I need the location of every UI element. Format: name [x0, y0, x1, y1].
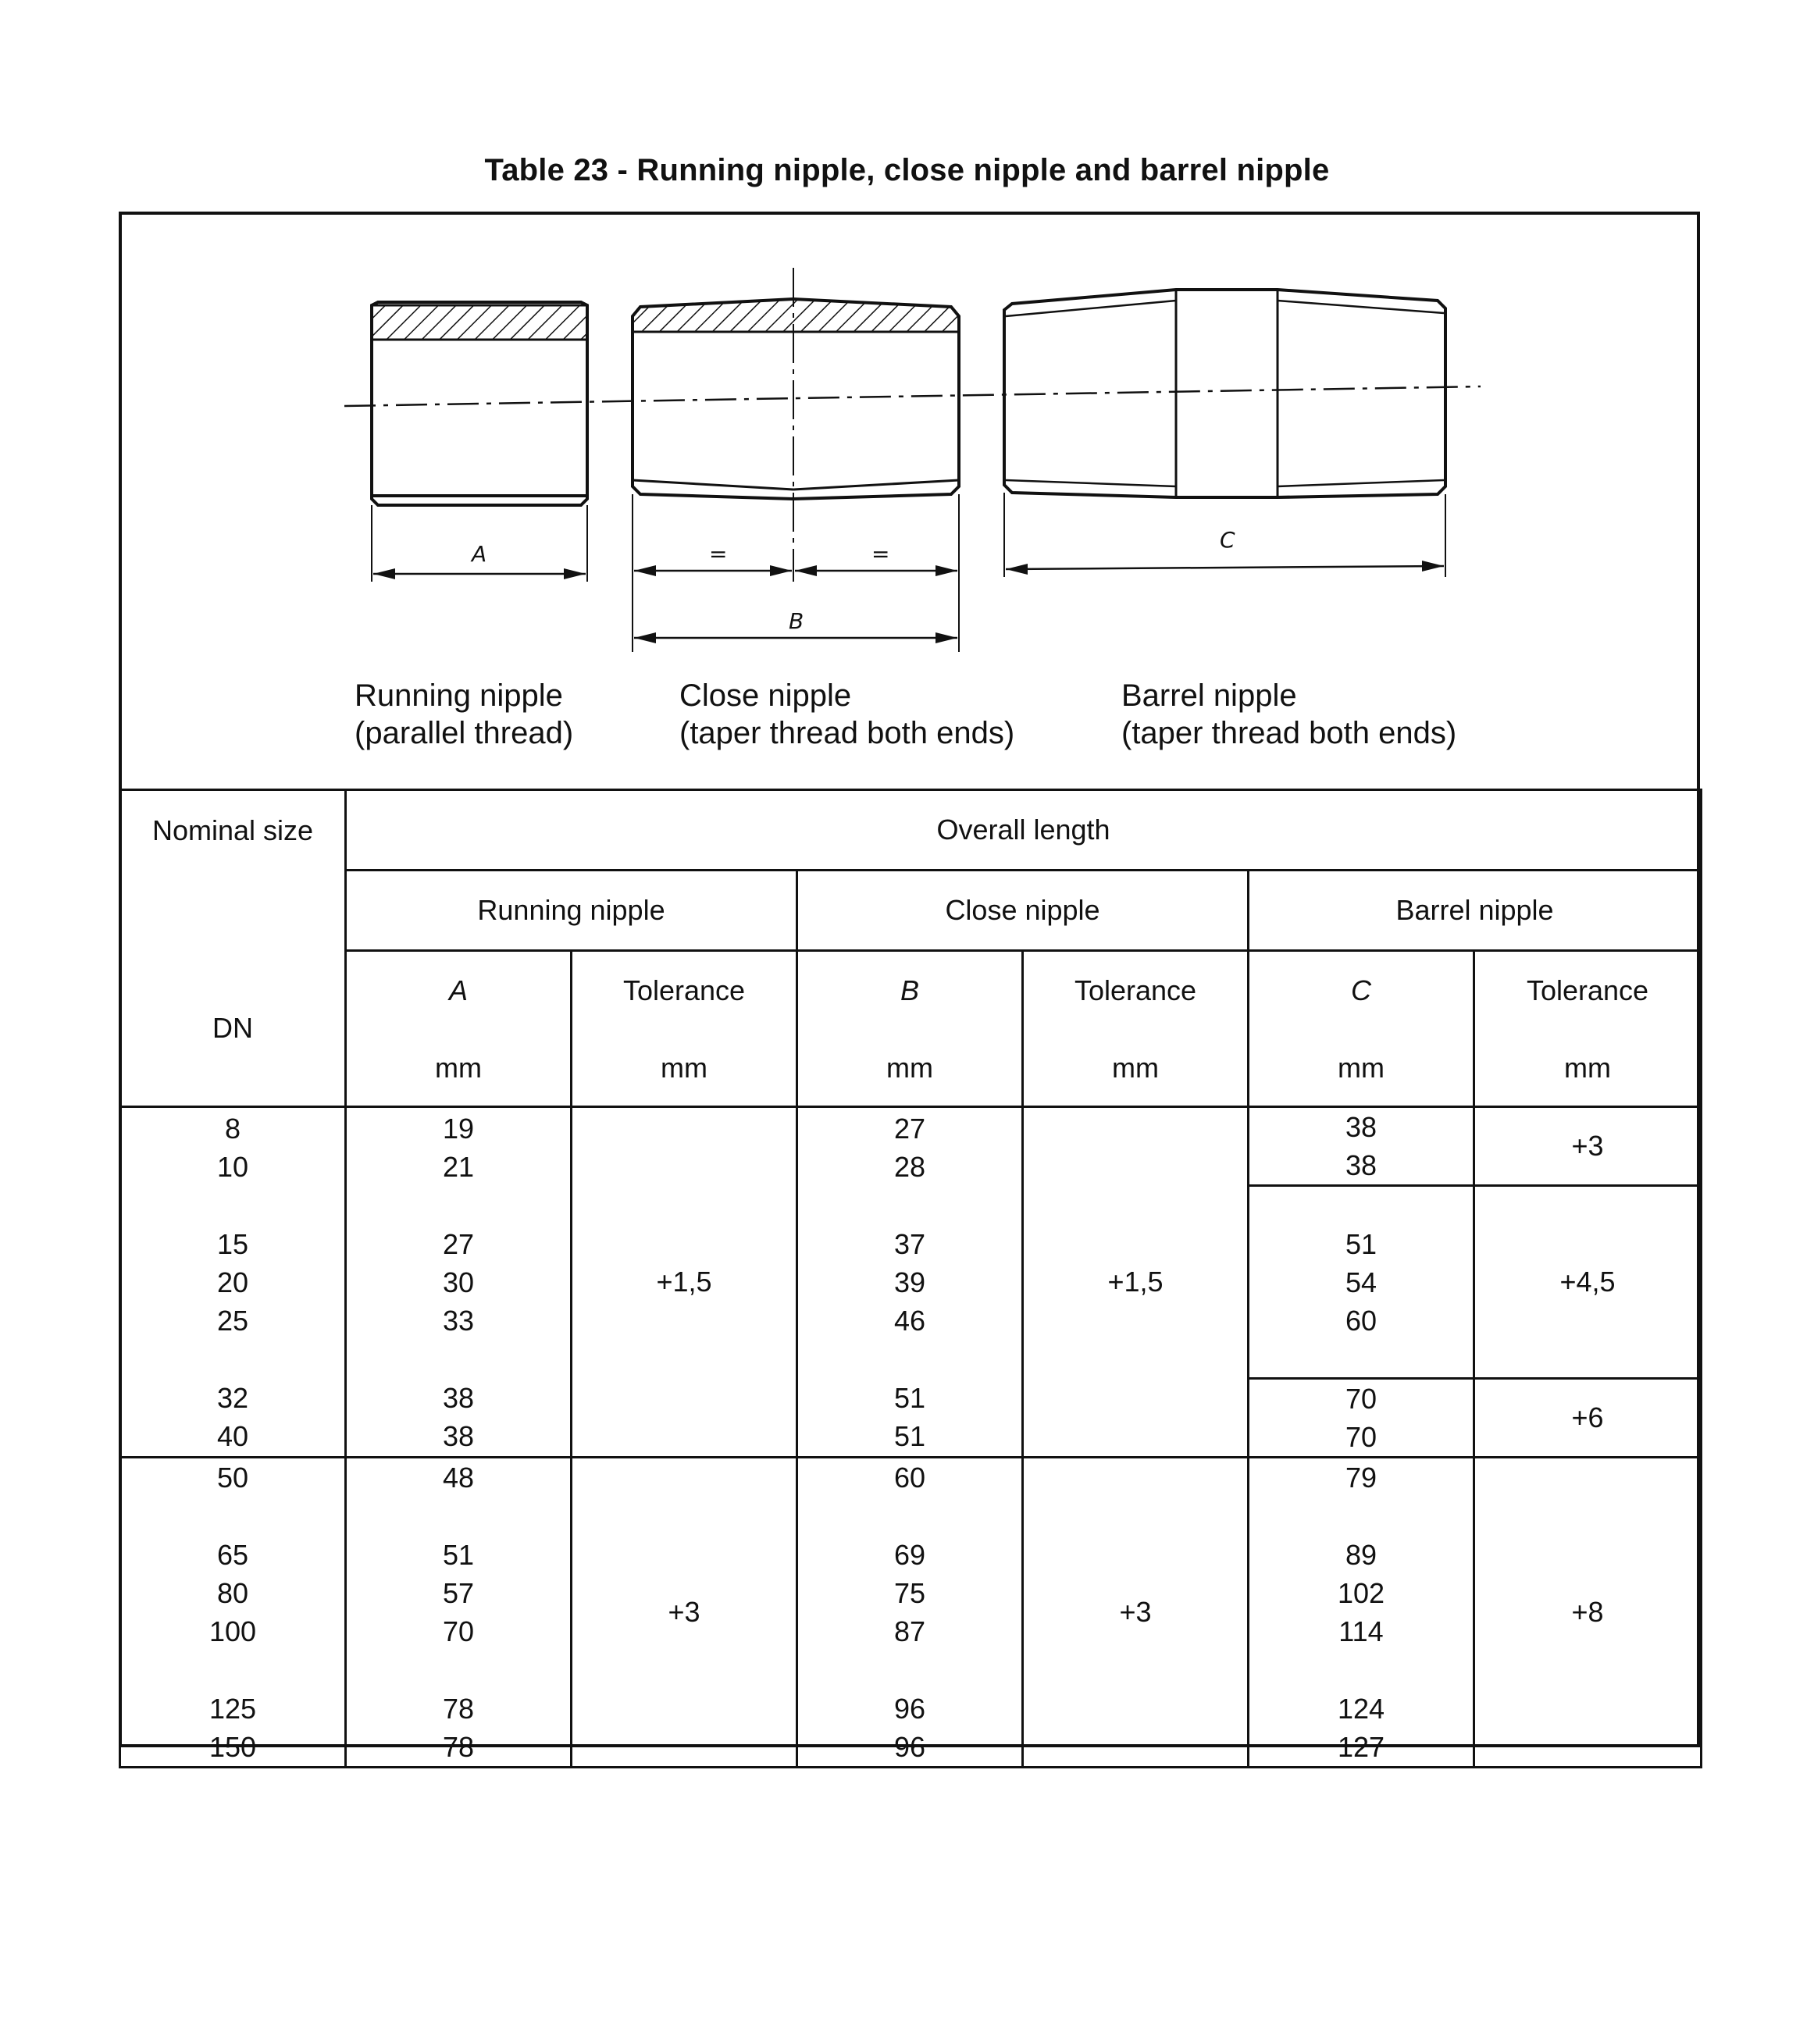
col-tol-b-label: Tolerance [1074, 974, 1197, 1006]
dn-value: 125 [208, 1693, 257, 1725]
a-value: 78 [442, 1693, 475, 1725]
a-value: 57 [442, 1577, 475, 1609]
b-value: 75 [893, 1577, 926, 1609]
caption-barrel-nipple [1121, 677, 1456, 752]
table-frame [119, 212, 1700, 1763]
b-value: 96 [893, 1731, 926, 1763]
dn-value: 32 [216, 1381, 249, 1414]
dn-value: 10 [216, 1150, 249, 1183]
a-value: 30 [442, 1266, 475, 1298]
b-value: 87 [893, 1615, 926, 1647]
col-header-tol-c [1474, 951, 1702, 1107]
caption-close-name: Close nipple [679, 678, 852, 713]
a-block-2 [346, 1458, 572, 1768]
a-value: 27 [442, 1227, 475, 1260]
page-title: Table 23 - Running nipple, close nipple and barrel nipple [484, 153, 1330, 187]
dn-header: DN [120, 951, 346, 1107]
dim-label-c: C [1220, 527, 1235, 553]
c-block-2 [1249, 1458, 1474, 1768]
col-a-symbol: A [448, 974, 468, 1006]
b-block-2 [797, 1458, 1023, 1768]
dim-label-equal-left: = [709, 541, 728, 567]
col-header-b [797, 951, 1023, 1107]
group-close-nipple: Close nipple [797, 871, 1249, 951]
b-value: 28 [893, 1150, 926, 1183]
col-b-symbol: B [900, 974, 919, 1006]
col-header-tol-b [1023, 951, 1249, 1107]
dn-value: 150 [208, 1731, 257, 1763]
tol-c-block-1a: +3 [1474, 1107, 1702, 1186]
running-nipple-shape [372, 302, 587, 582]
tol-a-block-1: +1,5 [572, 1107, 797, 1458]
col-c-unit: mm [1338, 1051, 1385, 1084]
a-value: 33 [442, 1304, 475, 1337]
overall-length-header: Overall length [346, 790, 1702, 871]
col-b-unit: mm [886, 1051, 933, 1084]
dim-label-equal-right: = [871, 541, 890, 567]
col-tol-c-label: Tolerance [1526, 974, 1649, 1006]
caption-running-note: (parallel thread) [355, 716, 574, 750]
col-header-a [346, 951, 572, 1107]
b-value: 96 [893, 1693, 926, 1725]
caption-close-note: (taper thread both ends) [679, 716, 1015, 750]
b-value: 51 [893, 1419, 926, 1452]
dn-value: 20 [216, 1266, 249, 1298]
a-value: 51 [442, 1539, 475, 1571]
a-block-1 [346, 1107, 572, 1458]
c-value: 70 [1345, 1383, 1377, 1415]
dn-value: 80 [216, 1577, 249, 1609]
tol-c-block-1b: +4,5 [1474, 1186, 1702, 1379]
b-value: 69 [893, 1539, 926, 1571]
nominal-size-spacer [120, 871, 346, 951]
col-header-c [1249, 951, 1474, 1107]
a-value: 48 [442, 1462, 475, 1494]
col-tol-a-unit: mm [661, 1051, 707, 1084]
close-nipple-shape [633, 268, 959, 652]
dn-value: 8 [224, 1112, 241, 1145]
dn-value: 50 [216, 1462, 249, 1494]
c-value: 127 [1337, 1731, 1385, 1763]
a-value: 21 [442, 1150, 475, 1183]
c-value: 60 [1345, 1304, 1377, 1337]
c-value: 102 [1337, 1577, 1385, 1609]
c-block-1a [1249, 1107, 1474, 1186]
col-tol-b-unit: mm [1112, 1051, 1159, 1084]
c-value: 79 [1345, 1462, 1377, 1494]
b-value: 27 [893, 1112, 926, 1145]
dimension-table [119, 789, 1702, 1768]
c-value: 38 [1345, 1149, 1377, 1181]
col-header-tol-a [572, 951, 797, 1107]
dn-block-1 [120, 1107, 346, 1458]
c-block-1b [1249, 1186, 1474, 1379]
c-block-1c [1249, 1379, 1474, 1458]
tol-c-block-1c: +6 [1474, 1379, 1702, 1458]
caption-barrel-note: (taper thread both ends) [1121, 716, 1457, 750]
nipple-figure [122, 215, 1697, 792]
b-block-1 [797, 1107, 1023, 1458]
col-a-unit: mm [435, 1051, 482, 1084]
c-value: 89 [1345, 1539, 1377, 1571]
c-value: 70 [1345, 1421, 1377, 1453]
a-value: 19 [442, 1112, 475, 1145]
dn-value: 65 [216, 1539, 249, 1571]
dn-value: 100 [208, 1615, 257, 1647]
tol-c-block-2: +8 [1474, 1458, 1702, 1768]
b-value: 51 [893, 1381, 926, 1414]
tol-a-block-2: +3 [572, 1458, 797, 1768]
dn-value: 15 [216, 1227, 249, 1260]
caption-running-nipple [355, 677, 573, 752]
a-value: 70 [442, 1615, 475, 1647]
dn-value: 25 [216, 1304, 249, 1337]
col-tol-a-label: Tolerance [622, 974, 746, 1006]
a-value: 38 [442, 1419, 475, 1452]
a-value: 38 [442, 1381, 475, 1414]
b-value: 39 [893, 1266, 926, 1298]
b-value: 60 [893, 1462, 926, 1494]
b-value: 37 [893, 1227, 926, 1260]
caption-running-name: Running nipple [355, 678, 563, 713]
caption-close-nipple [679, 677, 1014, 752]
b-value: 46 [893, 1304, 926, 1337]
c-value: 114 [1338, 1615, 1384, 1647]
group-barrel-nipple: Barrel nipple [1249, 871, 1702, 951]
dn-block-2 [120, 1458, 346, 1768]
c-value: 124 [1337, 1693, 1385, 1725]
c-value: 38 [1345, 1111, 1377, 1143]
col-c-symbol: C [1351, 974, 1371, 1006]
tol-b-block-2: +3 [1023, 1458, 1249, 1768]
dim-label-b: B [789, 608, 804, 634]
dim-label-a: A [472, 541, 487, 567]
c-value: 54 [1345, 1266, 1377, 1298]
a-value: 78 [442, 1731, 475, 1763]
nominal-size-header: Nominal size [120, 790, 346, 871]
group-running-nipple: Running nipple [346, 871, 797, 951]
caption-barrel-name: Barrel nipple [1121, 678, 1297, 713]
col-tol-c-unit: mm [1564, 1051, 1611, 1084]
dn-value: 40 [216, 1419, 249, 1452]
c-value: 51 [1345, 1227, 1377, 1260]
tol-b-block-1: +1,5 [1023, 1107, 1249, 1458]
